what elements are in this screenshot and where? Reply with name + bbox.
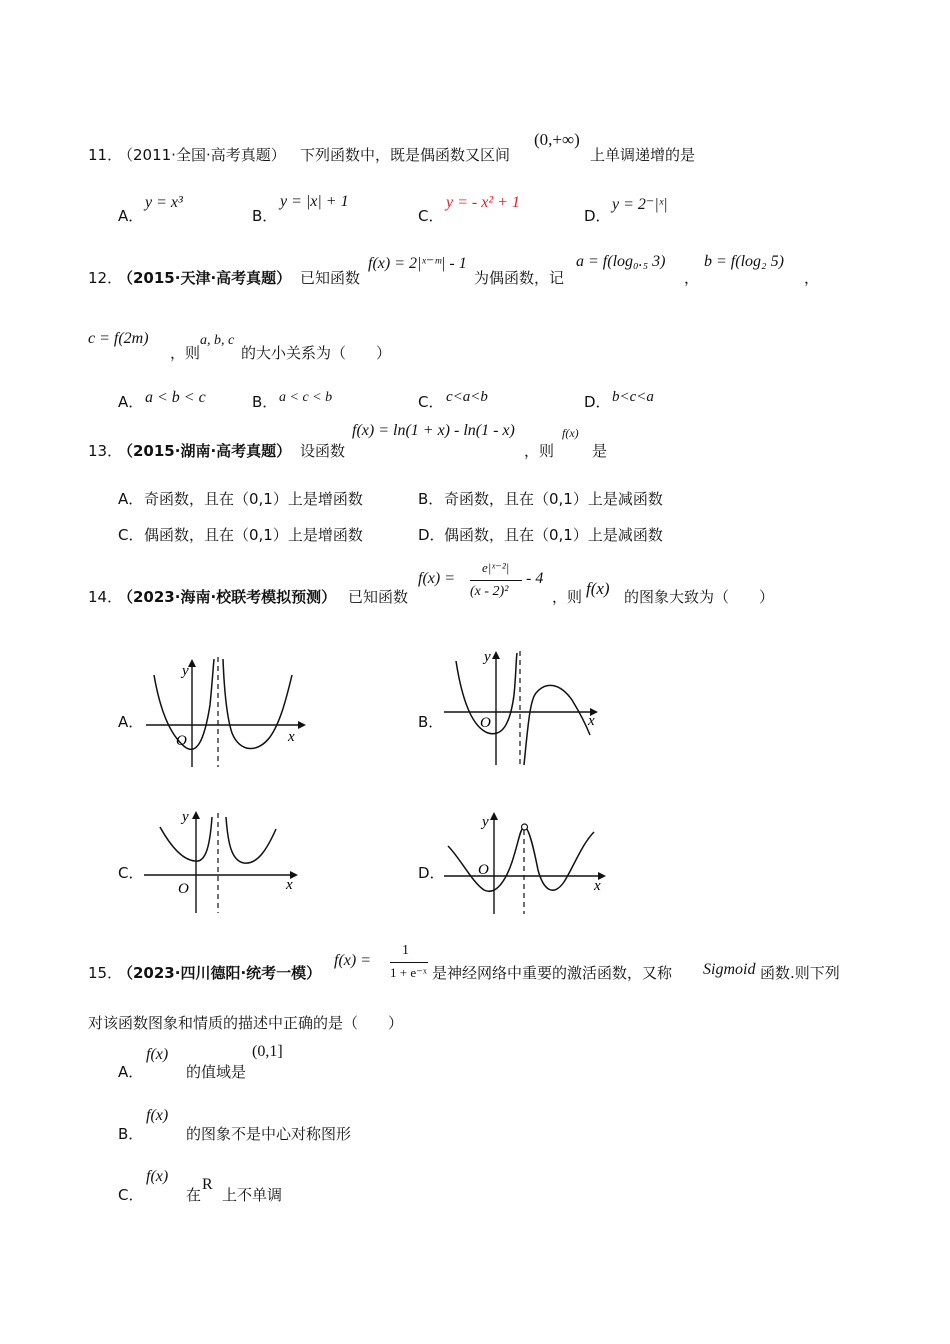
q11-option-c-expr: y = - x² + 1 bbox=[446, 194, 520, 211]
q11-text2: 上单调递增的是 bbox=[590, 146, 696, 164]
curve-right bbox=[223, 659, 292, 749]
q15-sigmoid: Sigmoid bbox=[703, 961, 756, 978]
q12-a-expr: a = f(log₀.₅ 3) bbox=[576, 253, 666, 270]
q15-option-b-label: B． bbox=[118, 1125, 144, 1143]
q12-option-a-expr: a < b < c bbox=[145, 389, 206, 406]
q11-option-a-label: A． bbox=[118, 207, 144, 225]
q15-option-b-text: 的图象不是中心对称图形 bbox=[186, 1125, 352, 1143]
q12-sep1: ， bbox=[684, 269, 700, 287]
q12-c-expr: c = f(2m) bbox=[88, 330, 149, 347]
y-axis-label: y bbox=[484, 649, 491, 665]
q13-source: （2015·湖南·高考真题） bbox=[118, 442, 292, 460]
q11-source: （2011·全国·高考真题） bbox=[118, 146, 286, 164]
q14-graph-a bbox=[140, 655, 310, 770]
q13-text3: 是 bbox=[592, 442, 608, 460]
q14-graph-d bbox=[440, 810, 615, 915]
q14-option-b-label: B． bbox=[418, 713, 444, 731]
q11-number: 11． bbox=[88, 146, 123, 164]
q13-option-b-label: B． bbox=[418, 490, 444, 508]
curve-right bbox=[226, 817, 276, 863]
q14-graph-b bbox=[440, 645, 610, 770]
q12-text2: 为偶函数，记 bbox=[474, 269, 565, 287]
q14-text3: 的图象大致为（ ） bbox=[624, 588, 775, 606]
q15-option-b-f: f(x) bbox=[146, 1107, 169, 1124]
q15-option-a-f: f(x) bbox=[146, 1046, 169, 1063]
q14-option-d-label: D． bbox=[418, 864, 445, 882]
q15-option-a-text: 的值域是 bbox=[186, 1063, 247, 1081]
q15-option-a-label: A． bbox=[118, 1063, 144, 1081]
q13-text2: ，则 bbox=[524, 442, 555, 460]
q11-text1: 下列函数中，既是偶函数又区间 bbox=[300, 146, 511, 164]
x-axis-label: x bbox=[288, 729, 295, 745]
q12-option-c-label: C． bbox=[418, 393, 444, 411]
q14-graph-c bbox=[140, 805, 310, 915]
q14-text2: ，则 bbox=[552, 588, 583, 606]
q15-text2: 函数.则下列 bbox=[760, 964, 840, 982]
q14-fx-left: f(x) = bbox=[418, 570, 455, 587]
q13-option-c-text: 偶函数，且在（0,1）上是增函数 bbox=[144, 526, 363, 544]
q11-option-b-expr: y = |x| + 1 bbox=[280, 193, 349, 210]
origin-label: O bbox=[178, 881, 189, 897]
q14-source: （2023·海南·校联考模拟预测） bbox=[118, 588, 337, 606]
curve-left bbox=[448, 828, 523, 891]
q12-text3: ，则 bbox=[170, 344, 201, 362]
q15-option-c-f: f(x) bbox=[146, 1168, 169, 1185]
q11-option-c-label: C． bbox=[418, 207, 444, 225]
y-axis-arrow bbox=[490, 812, 498, 820]
q13-text1: 设函数 bbox=[300, 442, 346, 460]
q15-option-c-r: R bbox=[202, 1176, 213, 1193]
q14-fx-numerator: e|ˣ⁻²| bbox=[482, 560, 510, 575]
q13-f: f(x) bbox=[562, 426, 579, 440]
y-axis-arrow bbox=[192, 811, 200, 819]
q12-option-b-label: B． bbox=[252, 393, 278, 411]
q13-option-c-label: C． bbox=[118, 526, 144, 544]
origin-label: O bbox=[478, 862, 489, 878]
q12-option-d-expr: b<c<a bbox=[612, 389, 654, 405]
curve-right bbox=[524, 685, 590, 765]
q15-fx-numerator: 1 bbox=[402, 943, 409, 958]
q14-f: f(x) bbox=[586, 579, 610, 598]
q12-option-a-label: A． bbox=[118, 393, 144, 411]
q14-option-c-label: C． bbox=[118, 864, 144, 882]
q15-text3: 对该函数图象和情质的描述中正确的是（ ） bbox=[88, 1014, 404, 1032]
q15-fx-denominator: 1 + e⁻ˣ bbox=[390, 965, 427, 980]
origin-label: O bbox=[176, 733, 187, 749]
q12-option-d-label: D． bbox=[584, 393, 611, 411]
q14-number: 14． bbox=[88, 588, 123, 606]
q15-source: （2023·四川德阳·统考一模） bbox=[118, 964, 322, 982]
x-axis-arrow bbox=[298, 721, 306, 729]
q15-option-a-interval: (0,1] bbox=[252, 1043, 283, 1060]
y-axis-label: y bbox=[482, 814, 489, 830]
q12-function: f(x) = 2|ˣ⁻ᵐ| - 1 bbox=[368, 255, 467, 272]
x-axis-label: x bbox=[588, 713, 595, 729]
x-axis-label: x bbox=[594, 878, 601, 894]
q12-option-c-expr: c<a<b bbox=[446, 389, 488, 405]
q12-option-b-expr: a < c < b bbox=[279, 390, 333, 405]
hole-point bbox=[522, 824, 528, 830]
q13-function: f(x) = ln(1 + x) - ln(1 - x) bbox=[352, 422, 515, 439]
q12-source: （2015·天津·高考真题） bbox=[118, 269, 292, 287]
y-axis-arrow bbox=[188, 659, 196, 667]
q15-text1: 是神经网络中重要的激活函数，又称 bbox=[432, 964, 673, 982]
q11-option-d-expr: y = 2⁻|ˣ| bbox=[612, 196, 668, 213]
q14-fraction-bar bbox=[470, 580, 522, 581]
q15-number: 15． bbox=[88, 964, 123, 982]
q14-fx-right: - 4 bbox=[526, 570, 544, 587]
q12-abc: a, b, c bbox=[200, 333, 235, 348]
q11-option-d-label: D． bbox=[584, 207, 611, 225]
origin-label: O bbox=[480, 715, 491, 731]
x-axis-label: x bbox=[286, 877, 293, 893]
y-axis-arrow bbox=[492, 651, 500, 659]
q13-option-a-text: 奇函数，且在（0,1）上是增函数 bbox=[144, 490, 363, 508]
q15-fx-left: f(x) = bbox=[334, 952, 371, 969]
q15-fraction-bar bbox=[390, 962, 428, 963]
q14-text1: 已知函数 bbox=[348, 588, 409, 606]
q15-option-c-text2: 上不单调 bbox=[222, 1186, 283, 1204]
q13-option-d-text: 偶函数，且在（0,1）上是减函数 bbox=[444, 526, 663, 544]
q12-number: 12． bbox=[88, 269, 123, 287]
q11-option-a-expr: y = x³ bbox=[145, 194, 183, 211]
curve-right bbox=[526, 828, 594, 890]
q13-option-a-label: A． bbox=[118, 490, 144, 508]
q13-option-b-text: 奇函数，且在（0,1）上是减函数 bbox=[444, 490, 663, 508]
q11-interval: (0,+∞) bbox=[534, 130, 580, 149]
y-axis-label: y bbox=[182, 809, 189, 825]
q11-option-b-label: B． bbox=[252, 207, 278, 225]
q13-number: 13． bbox=[88, 442, 123, 460]
q12-b-expr: b = f(log₂ 5) bbox=[704, 253, 784, 270]
q15-option-c-label: C． bbox=[118, 1186, 144, 1204]
q12-text4: 的大小关系为（ ） bbox=[241, 344, 392, 362]
y-axis-label: y bbox=[182, 663, 189, 679]
q12-sep2: ， bbox=[804, 269, 820, 287]
q14-option-a-label: A． bbox=[118, 713, 144, 731]
q14-fx-denominator: (x - 2)² bbox=[470, 584, 509, 599]
q12-text1: 已知函数 bbox=[300, 269, 361, 287]
q13-option-d-label: D． bbox=[418, 526, 445, 544]
q15-option-c-text: 在 bbox=[186, 1186, 202, 1204]
